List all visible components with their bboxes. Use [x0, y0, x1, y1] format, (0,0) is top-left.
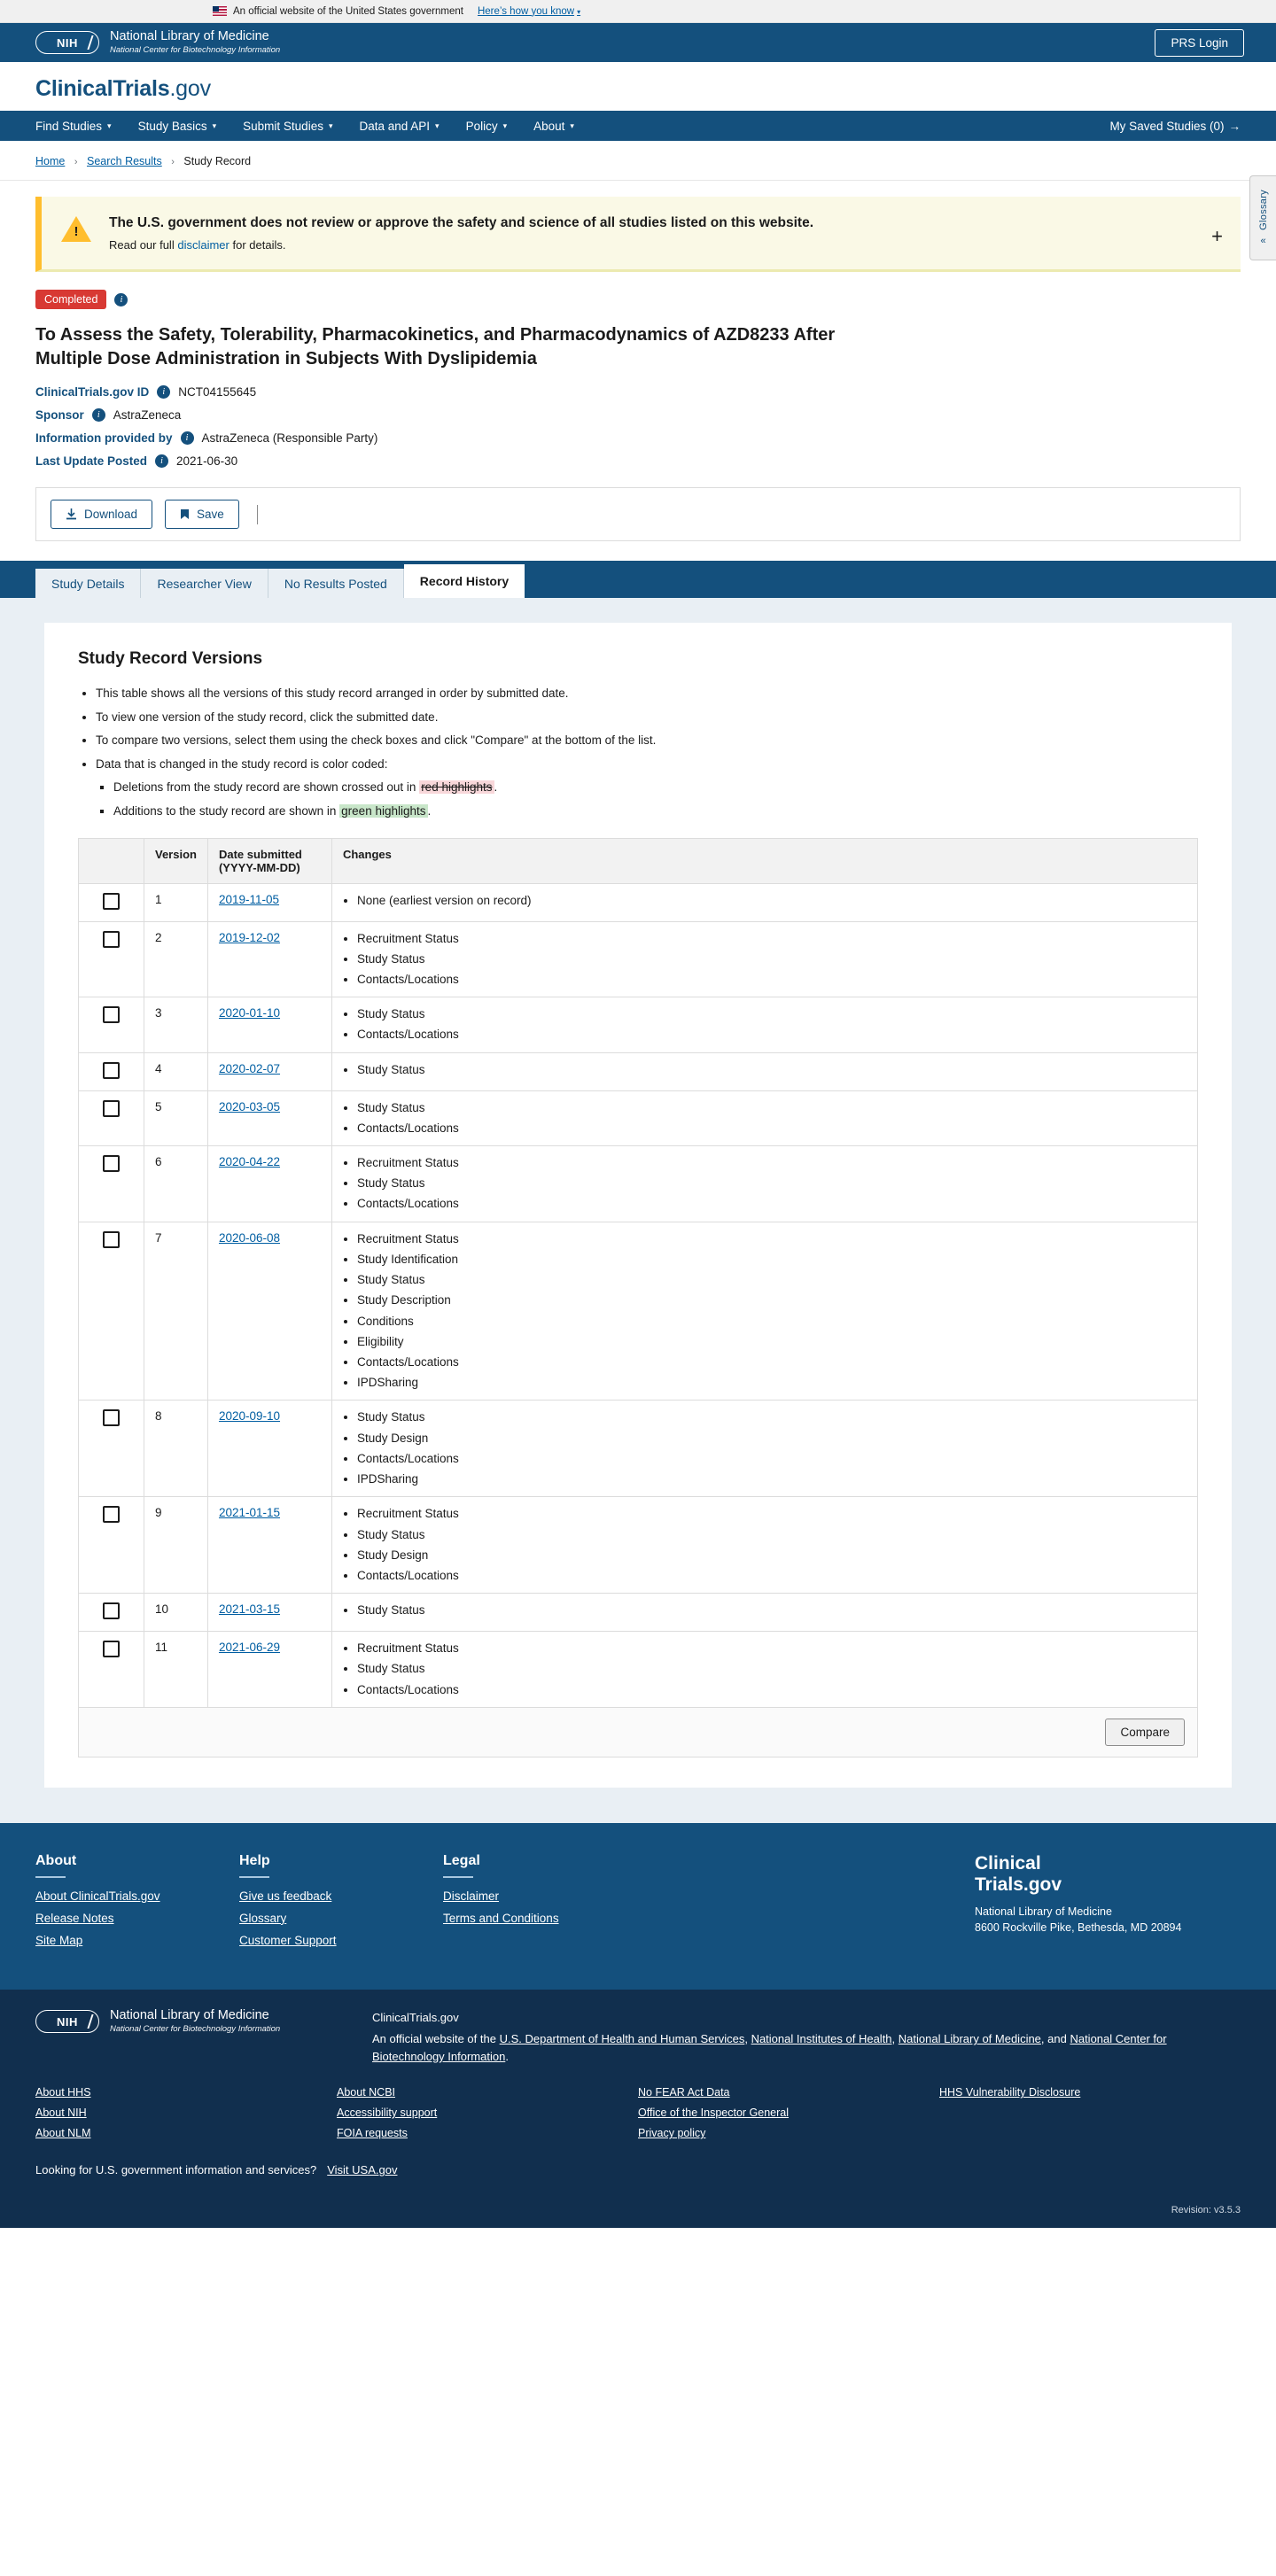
footer-brand: [975, 1853, 1241, 1956]
footer-link-terms-and-conditions[interactable]: Terms and Conditions: [443, 1911, 559, 1925]
version-number: 5: [144, 1090, 208, 1145]
footer-link-privacy-policy[interactable]: Privacy policy: [638, 2127, 706, 2140]
footer-link-column-4: [939, 2086, 1241, 2147]
version-date-link[interactable]: 2020-06-08: [218, 1230, 281, 1245]
study-meta: [35, 385, 1241, 468]
breadcrumb: [0, 141, 1276, 181]
table-row: [79, 1090, 1198, 1145]
arrow-right-icon: →: [1228, 119, 1241, 133]
version-number: 6: [144, 1146, 208, 1222]
footer-link-no-fear-act-data[interactable]: No FEAR Act Data: [638, 2086, 730, 2099]
footer-link-about-nih[interactable]: About NIH: [35, 2107, 87, 2120]
version-date-link[interactable]: 2020-01-10: [218, 1006, 281, 1020]
footer-link-about-nlm[interactable]: About NLM: [35, 2127, 91, 2140]
changes-list: [343, 1602, 1187, 1618]
changes-list: [343, 1100, 1187, 1137]
change-item: • Study Status: [357, 1006, 1187, 1022]
change-item: • Study Status: [357, 1272, 1187, 1288]
change-item: • Contacts/Locations: [357, 1121, 1187, 1137]
version-number: 3: [144, 997, 208, 1052]
version-number: 7: [144, 1222, 208, 1401]
footer-link-customer-support[interactable]: Customer Support: [239, 1933, 337, 1947]
footer-brand-line1: Clinical: [975, 1852, 1041, 1874]
tab-researcher-view[interactable]: Researcher View: [141, 569, 268, 598]
footer-link-column-3: [638, 2086, 939, 2147]
table-row: [79, 1146, 1198, 1222]
download-icon: [66, 508, 77, 520]
footer-link-hhs-vulnerability-disclosure[interactable]: HHS Vulnerability Disclosure: [939, 2086, 1081, 2099]
row-checkbox[interactable]: [103, 931, 120, 948]
chevron-down-icon: ▾: [212, 120, 217, 130]
version-date-link[interactable]: 2020-03-05: [218, 1099, 281, 1113]
meta-row-sponsor: [35, 408, 1241, 422]
meta-key: ClinicalTrials.gov ID: [35, 385, 150, 400]
footer-link-foia-requests[interactable]: FOIA requests: [337, 2127, 408, 2140]
footer-link-column-1: [35, 2086, 337, 2147]
changes-list: [343, 1155, 1187, 1213]
change-item: • Contacts/Locations: [357, 1568, 1187, 1584]
footer-usa-gov-text: Looking for U.S. government information and services?: [35, 2163, 317, 2177]
chevron-left-icon: «: [1260, 235, 1266, 246]
change-item: • Study Description: [357, 1292, 1187, 1308]
row-checkbox[interactable]: [103, 893, 120, 910]
breadcrumb-search-results[interactable]: Search Results: [86, 155, 162, 167]
footer-divider: [239, 1876, 269, 1878]
intro-item: • To view one version of the study record, click the submitted date.: [96, 709, 1198, 726]
change-item: • Contacts/Locations: [357, 1451, 1187, 1467]
us-flag-icon: [213, 6, 227, 16]
change-item: • Recruitment Status: [357, 1641, 1187, 1657]
alert-subtext: Read our full disclaimer for details.: [109, 238, 286, 252]
meta-key: Sponsor: [35, 408, 84, 423]
legend-deletions: ▪ Deletions from the study record are shown crossed out in red highlights .: [113, 779, 1198, 796]
deletion-highlight-sample: red highlights: [421, 780, 493, 795]
change-item: • Study Status: [357, 1661, 1187, 1677]
change-item: • Eligibility: [357, 1334, 1187, 1350]
change-item: • Study Status: [357, 1409, 1187, 1425]
toolbar-divider: [257, 505, 258, 524]
version-date-link[interactable]: 2020-09-10: [218, 1409, 281, 1424]
info-icon[interactable]: i: [181, 431, 194, 445]
footer-link-office-inspector-general[interactable]: Office of the Inspector General: [638, 2107, 790, 2120]
download-button[interactable]: Download: [51, 500, 152, 529]
nih-logo[interactable]: NIH: [35, 2010, 99, 2033]
version-number: 1: [144, 883, 208, 921]
table-row: [79, 883, 1198, 921]
change-item: • Study Status: [357, 1175, 1187, 1191]
my-saved-studies-link[interactable]: My Saved Studies (0) →: [1109, 119, 1241, 133]
meta-row-last-update-posted: [35, 454, 1241, 468]
gov-banner-text: An official website of the United States government: [233, 5, 463, 17]
chevron-down-icon: ▾: [570, 120, 574, 130]
brand-row: [0, 62, 1276, 111]
row-checkbox[interactable]: [103, 1155, 120, 1172]
footer-link-ncbi[interactable]: National Center for Biotechnology Information: [372, 2032, 1167, 2063]
nlm-title: National Library of Medicine: [110, 28, 269, 43]
table-row: [79, 997, 1198, 1052]
chevron-down-icon: ▾: [502, 120, 508, 130]
footer-column-help: [239, 1853, 443, 1956]
change-item: • Contacts/Locations: [357, 1027, 1187, 1043]
footer-link-accessibility-support[interactable]: Accessibility support: [337, 2107, 438, 2120]
nih-logo[interactable]: NIH: [35, 31, 99, 54]
version-date-link[interactable]: 2020-04-22: [218, 1155, 281, 1169]
nav-item-policy[interactable]: Policy ▾: [465, 119, 508, 133]
version-date-link[interactable]: 2021-01-15: [218, 1506, 281, 1520]
version-number: 8: [144, 1401, 208, 1497]
breadcrumb-separator: ›: [74, 157, 78, 167]
version-date-link[interactable]: 2021-03-15: [218, 1602, 281, 1617]
row-checkbox[interactable]: [103, 1602, 120, 1619]
footer-link-nlm[interactable]: National Library of Medicine: [898, 2032, 1041, 2046]
info-icon[interactable]: i: [92, 408, 105, 422]
intro-item: • To compare two versions, select them using the check boxes and click "Compare" at the bottom of the list.: [96, 732, 1198, 749]
footer-link-give-us-feedback[interactable]: Give us feedback: [239, 1889, 332, 1903]
site-footer: [0, 1823, 1276, 1990]
footer-divider: [443, 1876, 473, 1878]
change-item: • Contacts/Locations: [357, 972, 1187, 988]
alert-title: The U.S. government does not review or approve the safety and science of all studies listed on this website.: [109, 215, 814, 230]
footer-link-hhs[interactable]: U.S. Department of Health and Human Services: [499, 2032, 745, 2046]
info-icon[interactable]: i: [157, 385, 170, 399]
footer-column-about: [35, 1853, 239, 1956]
footer-link-nih[interactable]: National Institutes of Health: [751, 2032, 892, 2046]
record-history-intro: [78, 685, 1198, 819]
row-checkbox[interactable]: [103, 1006, 120, 1023]
changes-list: [343, 1231, 1187, 1392]
column-header-version: Version: [144, 838, 208, 883]
change-item: • Contacts/Locations: [357, 1682, 1187, 1698]
change-item: • Contacts/Locations: [357, 1196, 1187, 1212]
footer-address: 8600 Rockville Pike, Bethesda, MD 20894: [975, 1921, 1182, 1935]
meta-value: 2021-06-30: [176, 454, 238, 469]
content-area: [0, 598, 1276, 1823]
nlm-subtitle: National Center for Biotechnology Information: [110, 44, 281, 55]
row-checkbox[interactable]: [103, 1641, 120, 1657]
change-item: • Study Status: [357, 1527, 1187, 1543]
version-number: 9: [144, 1497, 208, 1594]
changes-list: [343, 1006, 1187, 1043]
study-actions-toolbar: [35, 487, 1241, 541]
footer-site-label: ClinicalTrials.gov: [372, 2010, 459, 2024]
intro-item: • This table shows all the versions of this study record arranged in order by submitted date.: [96, 685, 1198, 702]
meta-row-id: [35, 385, 1241, 399]
footer-link-glossary[interactable]: Glossary: [239, 1911, 287, 1925]
chevron-down-icon: ▾: [435, 120, 440, 130]
nav-item-submit-studies[interactable]: Submit Studies ▾: [243, 119, 333, 133]
version-number: 11: [144, 1632, 208, 1708]
gov-banner: [0, 0, 1276, 23]
footer-column-title: Help: [239, 1852, 270, 1868]
chevron-down-icon: ▾: [328, 120, 333, 130]
table-row: [79, 1052, 1198, 1090]
version-number: 10: [144, 1594, 208, 1632]
footer-column-title: Legal: [443, 1852, 480, 1868]
table-row: [79, 1401, 1198, 1497]
change-item: • Study Status: [357, 951, 1187, 967]
footer-link-about-ncbi[interactable]: About NCBI: [337, 2086, 396, 2099]
prs-login-button[interactable]: PRS Login: [1155, 29, 1244, 57]
row-checkbox[interactable]: [103, 1231, 120, 1248]
version-date-link[interactable]: 2019-11-05: [218, 892, 280, 906]
version-number: 4: [144, 1052, 208, 1090]
change-item: • Recruitment Status: [357, 1506, 1187, 1522]
changes-list: [343, 1409, 1187, 1487]
how-you-know-link[interactable]: Here’s how you know ▾: [477, 5, 581, 17]
changes-list: [343, 931, 1187, 989]
meta-key: Information provided by: [35, 431, 173, 446]
bookmark-icon: [180, 508, 190, 520]
info-icon[interactable]: i: [155, 454, 168, 468]
chevron-down-icon: ▾: [107, 120, 112, 130]
breadcrumb-home[interactable]: Home: [35, 155, 66, 167]
info-icon[interactable]: i: [114, 293, 128, 306]
nlm-footer: [0, 1990, 1276, 2197]
brand-suffix: .gov: [169, 76, 211, 101]
row-checkbox[interactable]: [103, 1409, 120, 1426]
tab-record-history[interactable]: Record History: [404, 564, 525, 598]
change-item: • Study Status: [357, 1062, 1187, 1078]
brand-name: ClinicalTrials: [35, 76, 170, 101]
change-item: • Study Design: [357, 1431, 1187, 1447]
versions-table: [78, 838, 1198, 1708]
meta-value: NCT04155645: [178, 385, 257, 400]
glossary-side-tab[interactable]: [1249, 175, 1276, 260]
page-title: To Assess the Safety, Tolerability, Pharmacokinetics, and Pharmacodynamics of AZD8233 After Multiple Dose Administration in Subjects With Dyslipidemia: [35, 325, 836, 369]
change-item: • Recruitment Status: [357, 1231, 1187, 1247]
meta-row-information-provided-by: [35, 431, 1241, 445]
change-item: • Recruitment Status: [357, 1155, 1187, 1171]
footer-org: National Library of Medicine: [975, 1905, 1112, 1919]
main-navigation: [0, 111, 1276, 141]
nlm-footer-subtitle: National Center for Biotechnology Information: [110, 2023, 281, 2034]
disclaimer-alert: [35, 197, 1241, 272]
alert-expand-button[interactable]: +: [1211, 225, 1223, 247]
footer-divider: [35, 1876, 66, 1878]
alert-wrapper: [0, 181, 1276, 272]
revision-label: Revision: v3.5.3: [0, 2196, 1276, 2228]
column-header-select: [79, 838, 144, 883]
table-row: [79, 1632, 1198, 1708]
addition-highlight-sample: green highlights: [341, 803, 426, 818]
version-number: 2: [144, 921, 208, 997]
disclaimer-link[interactable]: disclaimer: [177, 238, 230, 252]
change-item: • Study Design: [357, 1548, 1187, 1563]
versions-table-footer: [78, 1708, 1198, 1757]
change-item: • Study Status: [357, 1602, 1187, 1618]
change-item: • IPDSharing: [357, 1375, 1187, 1391]
breadcrumb-current: Study Record: [183, 155, 252, 167]
footer-link-release-notes[interactable]: Release Notes: [35, 1911, 114, 1925]
table-row: [79, 1594, 1198, 1632]
nlm-header: [0, 23, 1276, 62]
warning-icon: !: [61, 216, 91, 243]
change-item: • None (earliest version on record): [357, 893, 1187, 909]
change-item: • Study Identification: [357, 1252, 1187, 1268]
footer-link-about-hhs[interactable]: About HHS: [35, 2086, 91, 2099]
footer-column-legal: [443, 1853, 647, 1956]
footer-column-title: About: [35, 1852, 77, 1868]
tab-study-details[interactable]: Study Details: [35, 569, 141, 598]
table-header-row: [79, 838, 1198, 883]
compare-button[interactable]: Compare: [1105, 1719, 1185, 1746]
footer-brand-line2: Trials.gov: [975, 1874, 1062, 1895]
intro-item-color-code: [96, 756, 1198, 820]
study-header: [0, 272, 1276, 541]
change-item: • Conditions: [357, 1314, 1187, 1330]
nav-item-about[interactable]: About ▾: [533, 119, 574, 133]
row-checkbox[interactable]: [103, 1100, 120, 1117]
status-badge: Completed: [35, 290, 106, 309]
change-item: • Contacts/Locations: [357, 1354, 1187, 1370]
footer-link-visit-usa-gov[interactable]: Visit USA.gov: [327, 2163, 398, 2177]
official-prefix: An official website of the: [372, 2032, 496, 2046]
site-logo[interactable]: [35, 76, 1241, 102]
footer-link-column-2: [337, 2086, 638, 2147]
glossary-tab-label: Glossary: [1257, 190, 1269, 230]
meta-key: Last Update Posted: [35, 454, 148, 469]
changes-list: [343, 1506, 1187, 1584]
meta-value: AstraZeneca: [113, 408, 182, 423]
change-item: • Recruitment Status: [357, 931, 1187, 947]
column-header-date-submitted: Date submitted (YYYY-MM-DD): [207, 838, 331, 883]
nav-item-study-basics[interactable]: Study Basics ▾: [137, 119, 217, 133]
footer-link-about-clinicaltrials[interactable]: About ClinicalTrials.gov: [35, 1889, 160, 1903]
footer-link-disclaimer[interactable]: Disclaimer: [443, 1889, 500, 1903]
nlm-footer-official-text: ClinicalTrials.gov An official website of the U.S. Department of Health and Human Services, National Institutes of Health, National Library of Medicine, and National Center for Biotechnology Information.: [372, 2009, 1241, 2066]
nlm-footer-logo[interactable]: [35, 2009, 372, 2034]
section-heading: Study Record Versions: [78, 649, 263, 669]
record-history-panel: [44, 623, 1232, 1788]
change-item: • IPDSharing: [357, 1471, 1187, 1487]
nlm-footer-title: National Library of Medicine: [110, 2007, 269, 2022]
column-header-changes: Changes: [331, 838, 1197, 883]
changes-list: [343, 1062, 1187, 1078]
row-checkbox[interactable]: [103, 1506, 120, 1523]
table-row: [79, 1222, 1198, 1401]
nav-item-find-studies[interactable]: Find Studies ▾: [35, 119, 112, 133]
color-code-label: Data that is changed in the study record is color coded:: [96, 757, 388, 771]
table-row: [79, 921, 1198, 997]
footer-usa-gov-row: [35, 2163, 1241, 2176]
version-date-link[interactable]: 2021-06-29: [218, 1641, 281, 1655]
changes-list: [343, 893, 1187, 909]
nav-item-data-and-api[interactable]: Data and API ▾: [359, 119, 440, 133]
nlm-footer-links: [35, 2086, 1241, 2147]
table-row: [79, 1497, 1198, 1594]
version-date-link[interactable]: 2020-02-07: [218, 1061, 281, 1075]
row-checkbox[interactable]: [103, 1062, 120, 1079]
breadcrumb-separator: ›: [171, 157, 175, 167]
legend-additions: ▪ Additions to the study record are shown in green highlights .: [113, 803, 1198, 820]
change-item: • Study Status: [357, 1100, 1187, 1116]
footer-link-site-map[interactable]: Site Map: [35, 1933, 83, 1947]
study-tabbar: [0, 561, 1276, 598]
meta-value: AstraZeneca (Responsible Party): [201, 431, 378, 446]
version-date-link[interactable]: 2019-12-02: [218, 930, 281, 944]
tab-no-results-posted[interactable]: No Results Posted: [268, 569, 404, 598]
changes-list: [343, 1641, 1187, 1698]
save-button[interactable]: Save: [165, 500, 239, 529]
